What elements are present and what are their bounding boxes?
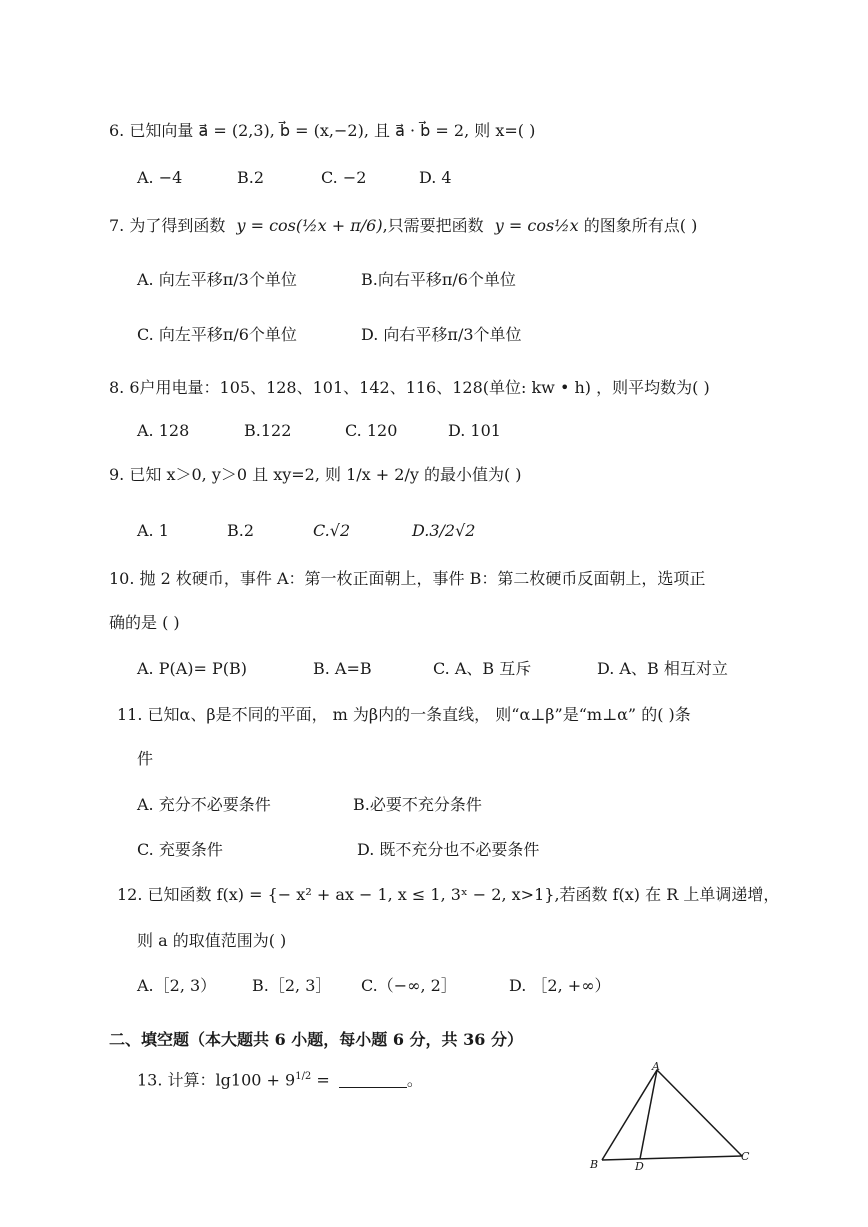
q7-func2: y = cos½x <box>494 216 579 235</box>
q9-option-a: A. 1 <box>137 521 169 540</box>
q9-option-b: B.2 <box>227 521 255 540</box>
q11-line2: 件 <box>137 749 154 768</box>
q12-option-c: C.（−∞, 2］ <box>361 976 457 995</box>
q11-option-a: A. 充分不必要条件 <box>137 795 271 814</box>
q11-option-c: C. 充要条件 <box>137 840 223 859</box>
q8-option-a: A. 128 <box>137 421 190 440</box>
triangle-figure <box>585 1060 770 1175</box>
q6-stem: 6. 已知向量 a⃗ = (2,3), b⃗ = (x,−2), 且 a⃗ · b⃗ = 2, 则 x=( ) <box>109 121 536 140</box>
q10-option-b: B. A=B <box>313 659 372 678</box>
section2-title: 二、填空题（本大题共 6 小题，每小题 6 分，共 36 分） <box>109 1030 523 1049</box>
q13-equals: = <box>311 1070 335 1090</box>
q13-exponent: 1/2 <box>295 1071 312 1082</box>
q10-line1: 10. 抛 2 枚硬币，事件 A：第一枚正面朝上，事件 B：第二枚硬币反面朝上，选项正 <box>109 569 706 588</box>
q10-option-a: A. P(A)= P(B) <box>137 659 248 678</box>
q9-stem: 9. 已知 x＞0, y＞0 且 xy=2, 则 1/x + 2/y 的最小值为( ) <box>109 465 522 484</box>
q9-option-d: D.3/2√2 <box>412 521 476 540</box>
q8-option-d: D. 101 <box>448 421 501 440</box>
q7-stem <box>109 218 697 234</box>
side-ac <box>657 1070 742 1156</box>
answer-blank <box>339 1073 407 1088</box>
side-bc <box>602 1156 742 1160</box>
q8-option-c: C. 120 <box>345 421 398 440</box>
q11-option-d: D. 既不充分也不必要条件 <box>357 840 540 859</box>
q6-option-c: C. −2 <box>321 168 367 187</box>
q8-option-b: B.122 <box>244 421 292 440</box>
q13-end: 。 <box>406 1070 423 1090</box>
q12-option-a: A.［2, 3） <box>137 976 217 995</box>
q7-option-d: D. 向右平移π/3个单位 <box>361 325 522 344</box>
q6-option-a: A. −4 <box>137 168 183 187</box>
q12-option-d: D. ［2, +∞） <box>509 976 611 995</box>
q6-option-d: D. 4 <box>419 168 452 187</box>
q13-text: 13. 计算：lg100 + 9 <box>137 1070 296 1090</box>
q10-option-c: C. A、B 互斥 <box>433 659 532 678</box>
q9-option-c: C.√2 <box>313 521 351 540</box>
q7-option-b: B.向右平移π/6个单位 <box>361 270 516 289</box>
q7-option-c: C. 向左平移π/6个单位 <box>137 325 297 344</box>
label-a: A <box>652 1060 660 1073</box>
label-b: B <box>590 1158 599 1171</box>
q12-line1: 12. 已知函数 f(x) = {− x² + ax − 1, x ≤ 1, 3ˣ − 2, x>1},若函数 f(x) 在 R 上单调递增， <box>117 885 780 904</box>
q7-middle: ,只需要把函数 <box>382 216 484 235</box>
q8-stem: 8. 6户用电量：105、128、101、142、116、128(单位: kw • h) ，则平均数为( ) <box>109 378 710 397</box>
q7-option-a: A. 向左平移π/3个单位 <box>137 270 297 289</box>
q13-stem <box>137 1072 423 1088</box>
q7-prefix: 7. 为了得到函数 <box>109 216 226 235</box>
label-c: C <box>741 1150 750 1163</box>
q10-line2: 确的是 ( ) <box>109 613 180 632</box>
q10-option-d: D. A、B 相互对立 <box>597 659 728 678</box>
q6-option-b: B.2 <box>237 168 265 187</box>
q11-option-b: B.必要不充分条件 <box>353 795 482 814</box>
label-d: D <box>635 1160 644 1173</box>
q12-option-b: B.［2, 3］ <box>252 976 332 995</box>
q7-func1: y = cos(½x + π/6) <box>236 216 383 235</box>
q7-suffix: 的图象所有点( ) <box>583 216 698 235</box>
q11-line1: 11. 已知α、β是不同的平面， m 为β内的一条直线， 则“α⊥β”是“m⊥α” 的( )条 <box>117 705 691 724</box>
q12-line2: 则 a 的取值范围为( ) <box>137 931 287 950</box>
